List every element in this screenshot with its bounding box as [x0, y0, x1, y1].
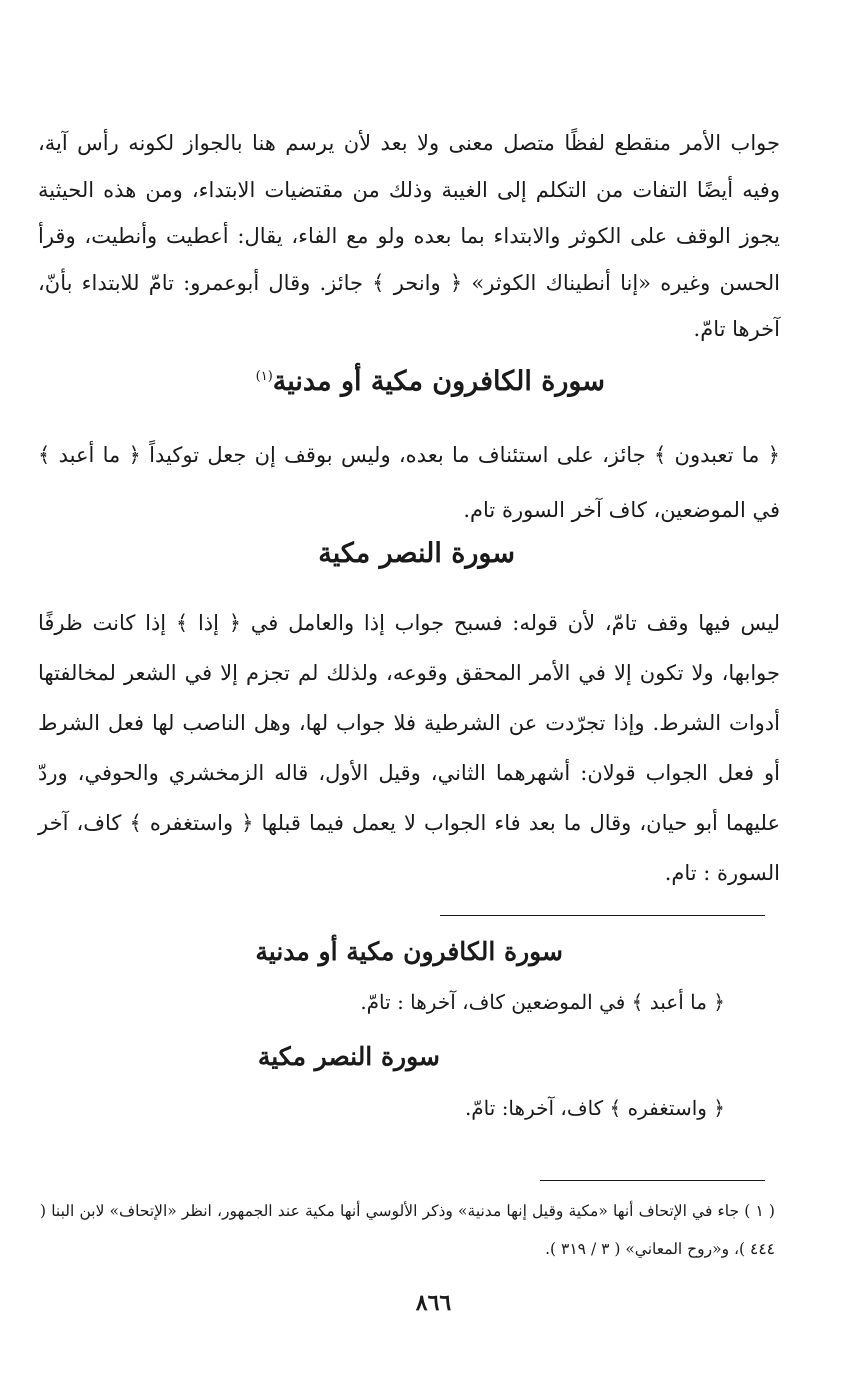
summary-kafirun-line: ﴿ ما أعبد ﴾ في الموضعين كاف، آخرها : تامّ. [360, 990, 725, 1014]
footnote-marker: (١) [255, 369, 273, 384]
surah-kafirun-heading [256, 366, 605, 397]
section-divider [440, 915, 765, 916]
nasr-paragraph: ليس فيها وقف تامّ، لأن قوله: فسبح جواب إذا والعامل في ﴿ إذا ﴾ إذا كانت ظرفًا جوابها، ولا تكون إلا في الأمر المحقق وقوعه، ولذلك لم تجزم إلا في الشعر لمخالفتها أدوات الشرط. وإذا تجرّدت عن الشرطية فلا جواب لها، وهل الناصب لها فعل الشرط أو فعل الجواب قولان: أشهرهما الثاني، وقيل الأول، قاله الزمخشري والحوفي، وردّ عليهما أبو حيان، وقال ما بعد فاء الجواب لا يعمل فيما قبلها ﴿ واستغفره ﴾ كاف، آخر السورة : تام. [38, 611, 780, 885]
footnote-text: ( ١ ) جاء في الإتحاف أنها «مكية وقيل إنها مدنية» وذكر الألوسي أنها مكية عند الجمهور، انظر «الإتحاف» لابن البنا ( ٤٤٤ )، و«روح المعاني» ( ٣ / ٣١٩ ). [40, 1202, 775, 1258]
footnote-divider [540, 1180, 765, 1181]
summary-nasr-heading: سورة النصر مكية [257, 1042, 440, 1071]
page-number: ٨٦٦ [415, 1290, 452, 1316]
summary-nasr-line: ﴿ واستغفره ﴾ كاف، آخرها: تامّ. [464, 1096, 725, 1120]
surah-kafirun-title: سورة الكافرون مكية أو مدنية [272, 366, 605, 397]
intro-paragraph: جواب الأمر منقطع لفظًا متصل معنى ولا بعد لأن يرسم هنا بالجواز لكونه رأس آية، وفيه أيضًا التفات من التكلم إلى الغيبة وذلك من مقتضيات الابتداء، ومن هذه الحيثية يجوز الوقف على الكوثر والابتداء بما بعده ولو مع الفاء، يقال: أعطيت وأنطيت، وقرأ الحسن وغيره «إنا أنطيناك الكوثر» ﴿ وانحر ﴾ جائز. وقال أبوعمرو: تامّ للابتداء بأنّ، آخرها تامّ. [38, 131, 780, 341]
kafirun-paragraph: ﴿ ما تعبدون ﴾ جائز، على استئناف ما بعده، وليس بوقف إن جعل توكيداً ﴿ ما أعبد ﴾ في الموضعين، كاف آخر السورة تام. [38, 443, 780, 522]
summary-kafirun-heading: سورة الكافرون مكية أو مدنية [255, 937, 563, 966]
surah-nasr-heading: سورة النصر مكية [318, 538, 515, 569]
